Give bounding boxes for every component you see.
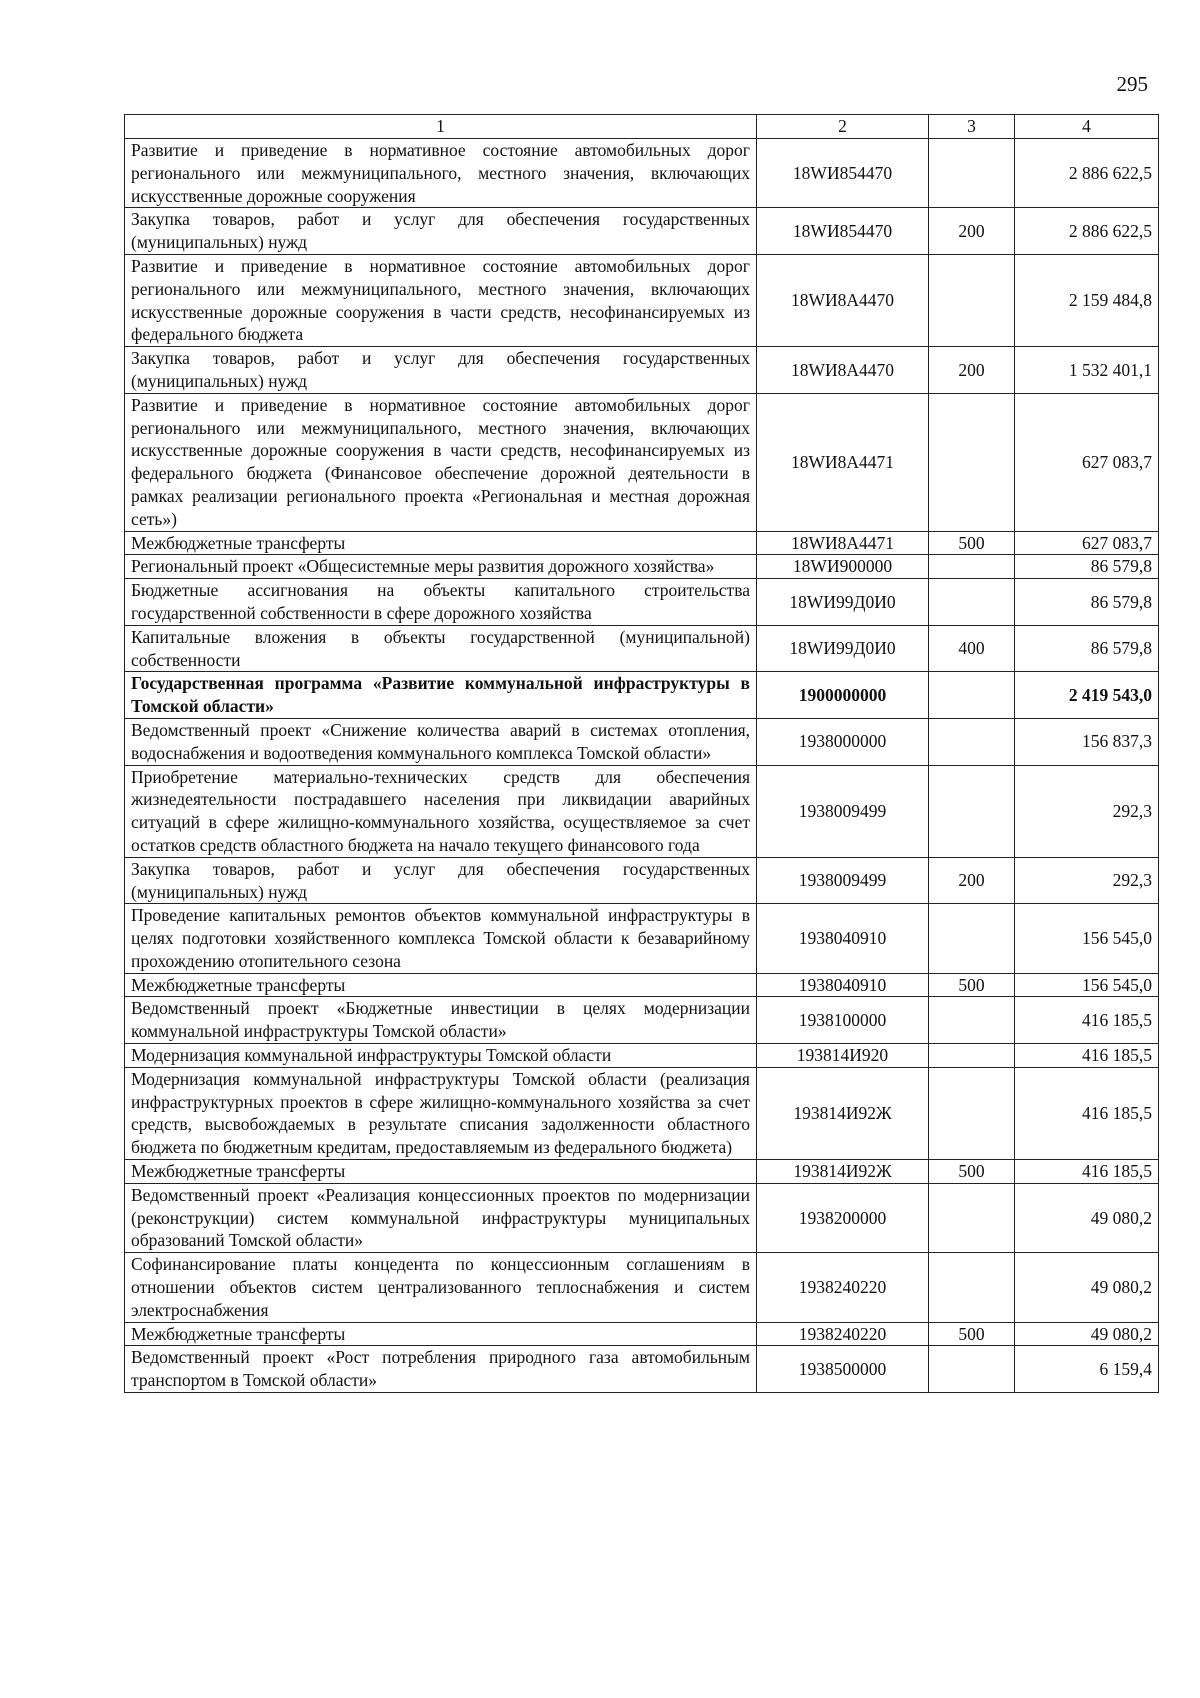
- row-name-cell: Развитие и приведение в нормативное состояние автомобильных дорог регионального или межмуниципального, местного значения, включающих искусственные дорожные сооружения: [125, 139, 757, 208]
- row-code-cell: 193814И920: [757, 1044, 929, 1068]
- row-code-cell: 1938040910: [757, 973, 929, 997]
- row-amount-cell: 86 579,8: [1015, 555, 1159, 579]
- row-amount-cell: 86 579,8: [1015, 579, 1159, 626]
- row-type-cell: [929, 1067, 1015, 1159]
- table-row: [125, 672, 1159, 719]
- row-code-cell: 18WИ8А4471: [757, 393, 929, 531]
- table-row: [125, 857, 1159, 904]
- row-name-cell: Приобретение материально-технических средств для обеспечения жизнедеятельности пострадавшего населения при ликвидации аварийных ситуаций в сфере жилищно-коммунального хозяйства, осуществляемое за счет остатков средств областного бюджета на начало текущего финансового года: [125, 765, 757, 857]
- row-code-cell: 1938240220: [757, 1322, 929, 1346]
- row-type-cell: [929, 1044, 1015, 1068]
- row-type-cell: [929, 765, 1015, 857]
- row-code-cell: 1938100000: [757, 997, 929, 1044]
- row-amount-cell: 86 579,8: [1015, 625, 1159, 672]
- row-amount-cell: 1 532 401,1: [1015, 347, 1159, 394]
- row-type-cell: 200: [929, 347, 1015, 394]
- row-amount-cell: 2 886 622,5: [1015, 208, 1159, 255]
- table-row: [125, 997, 1159, 1044]
- table-row: [125, 531, 1159, 555]
- row-code-cell: 18WИ854470: [757, 139, 929, 208]
- row-name-cell: Ведомственный проект «Снижение количества аварий в системах отопления, водоснабжения и водоотведения коммунального комплекса Томской области»: [125, 718, 757, 765]
- row-code-cell: 193814И92Ж: [757, 1160, 929, 1184]
- row-name-cell: Государственная программа «Развитие коммунальной инфраструктуры в Томской области»: [125, 672, 757, 719]
- row-type-cell: [929, 139, 1015, 208]
- header-col-1: 1: [125, 115, 757, 139]
- table-row: [125, 765, 1159, 857]
- row-type-cell: [929, 393, 1015, 531]
- table-row: [125, 139, 1159, 208]
- row-type-cell: [929, 718, 1015, 765]
- table-row: [125, 625, 1159, 672]
- row-name-cell: Модернизация коммунальной инфраструктуры Томской области: [125, 1044, 757, 1068]
- row-amount-cell: 49 080,2: [1015, 1253, 1159, 1322]
- row-type-cell: [929, 672, 1015, 719]
- row-name-cell: Межбюджетные трансферты: [125, 1160, 757, 1184]
- row-code-cell: 18WИ8А4471: [757, 531, 929, 555]
- table-row: [125, 254, 1159, 346]
- budget-table: [124, 114, 1159, 1393]
- row-amount-cell: 6 159,4: [1015, 1346, 1159, 1393]
- table-row: [125, 973, 1159, 997]
- row-name-cell: Закупка товаров, работ и услуг для обеспечения государственных (муниципальных) нужд: [125, 208, 757, 255]
- row-code-cell: 193814И92Ж: [757, 1067, 929, 1159]
- row-amount-cell: 49 080,2: [1015, 1183, 1159, 1252]
- row-name-cell: Региональный проект «Общесистемные меры развития дорожного хозяйства»: [125, 555, 757, 579]
- row-code-cell: 1938009499: [757, 765, 929, 857]
- row-code-cell: 18WИ854470: [757, 208, 929, 255]
- row-name-cell: Развитие и приведение в нормативное состояние автомобильных дорог регионального или межмуниципального, местного значения, включающих искусственные дорожные сооружения в части средств, несофинансируемых из федерального бюджета: [125, 254, 757, 346]
- row-code-cell: 1938500000: [757, 1346, 929, 1393]
- row-code-cell: 1938009499: [757, 857, 929, 904]
- row-type-cell: [929, 555, 1015, 579]
- table-row: [125, 904, 1159, 973]
- row-name-cell: Капитальные вложения в объекты государственной (муниципальной) собственности: [125, 625, 757, 672]
- row-amount-cell: 2 419 543,0: [1015, 672, 1159, 719]
- row-code-cell: 18WИ99Д0И0: [757, 625, 929, 672]
- row-name-cell: Ведомственный проект «Реализация концессионных проектов по модернизации (реконструкции) систем коммунальной инфраструктуры муниципальных образований Томской области»: [125, 1183, 757, 1252]
- table-row: [125, 1346, 1159, 1393]
- row-code-cell: 1938240220: [757, 1253, 929, 1322]
- row-code-cell: 1900000000: [757, 672, 929, 719]
- row-amount-cell: 627 083,7: [1015, 531, 1159, 555]
- row-type-cell: [929, 254, 1015, 346]
- row-amount-cell: 156 545,0: [1015, 973, 1159, 997]
- row-code-cell: 1938040910: [757, 904, 929, 973]
- table-row: [125, 393, 1159, 531]
- row-name-cell: Развитие и приведение в нормативное состояние автомобильных дорог регионального или межмуниципального, местного значения, включающих искусственные дорожные сооружения в части средств, несофинансируемых из федерального бюджета (Финансовое обеспечение дорожной деятельности в рамках реализации регионального проекта «Региональная и местная дорожная сеть»): [125, 393, 757, 531]
- table-row: [125, 1067, 1159, 1159]
- table-row: [125, 718, 1159, 765]
- table-row: [125, 579, 1159, 626]
- row-type-cell: [929, 1183, 1015, 1252]
- table-row: [125, 555, 1159, 579]
- row-name-cell: Закупка товаров, работ и услуг для обеспечения государственных (муниципальных) нужд: [125, 347, 757, 394]
- row-type-cell: [929, 997, 1015, 1044]
- table-row: [125, 1183, 1159, 1252]
- row-name-cell: Софинансирование платы концедента по концессионным соглашениям в отношении объектов систем централизованного теплоснабжения и систем электроснабжения: [125, 1253, 757, 1322]
- header-col-2: 2: [757, 115, 929, 139]
- row-amount-cell: 416 185,5: [1015, 1160, 1159, 1184]
- header-col-4: 4: [1015, 115, 1159, 139]
- table-row: [125, 347, 1159, 394]
- row-code-cell: 18WИ900000: [757, 555, 929, 579]
- row-amount-cell: 416 185,5: [1015, 997, 1159, 1044]
- row-type-cell: 200: [929, 208, 1015, 255]
- table-header-row: [125, 115, 1159, 139]
- table-row: [125, 1160, 1159, 1184]
- row-type-cell: [929, 1253, 1015, 1322]
- row-name-cell: Ведомственный проект «Рост потребления природного газа автомобильным транспортом в Томской области»: [125, 1346, 757, 1393]
- row-name-cell: Межбюджетные трансферты: [125, 973, 757, 997]
- row-code-cell: 1938200000: [757, 1183, 929, 1252]
- row-amount-cell: 627 083,7: [1015, 393, 1159, 531]
- row-code-cell: 1938000000: [757, 718, 929, 765]
- row-amount-cell: 416 185,5: [1015, 1044, 1159, 1068]
- table-row: [125, 1322, 1159, 1346]
- table-row: [125, 208, 1159, 255]
- row-amount-cell: 416 185,5: [1015, 1067, 1159, 1159]
- row-amount-cell: 2 159 484,8: [1015, 254, 1159, 346]
- header-col-3: 3: [929, 115, 1015, 139]
- row-type-cell: 500: [929, 1160, 1015, 1184]
- row-type-cell: 500: [929, 531, 1015, 555]
- row-code-cell: 18WИ99Д0И0: [757, 579, 929, 626]
- row-type-cell: [929, 1346, 1015, 1393]
- row-type-cell: 200: [929, 857, 1015, 904]
- row-name-cell: Ведомственный проект «Бюджетные инвестиции в целях модернизации коммунальной инфраструктуры Томской области»: [125, 997, 757, 1044]
- table-row: [125, 1253, 1159, 1322]
- row-code-cell: 18WИ8А4470: [757, 254, 929, 346]
- row-type-cell: [929, 904, 1015, 973]
- table-row: [125, 1044, 1159, 1068]
- row-type-cell: 500: [929, 973, 1015, 997]
- row-name-cell: Межбюджетные трансферты: [125, 1322, 757, 1346]
- row-name-cell: Бюджетные ассигнования на объекты капитального строительства государственной собственности в сфере дорожного хозяйства: [125, 579, 757, 626]
- row-name-cell: Модернизация коммунальной инфраструктуры Томской области (реализация инфраструктурных проектов в сфере жилищно-коммунального хозяйства за счет средств, высвобождаемых в результате списания задолженности областного бюджета по бюджетным кредитам, предоставляемым из федерального бюджета): [125, 1067, 757, 1159]
- row-type-cell: [929, 579, 1015, 626]
- row-amount-cell: 49 080,2: [1015, 1322, 1159, 1346]
- row-name-cell: Межбюджетные трансферты: [125, 531, 757, 555]
- row-amount-cell: 292,3: [1015, 765, 1159, 857]
- page-number: 295: [1116, 72, 1148, 96]
- row-amount-cell: 2 886 622,5: [1015, 139, 1159, 208]
- row-type-cell: 400: [929, 625, 1015, 672]
- row-amount-cell: 156 545,0: [1015, 904, 1159, 973]
- row-name-cell: Закупка товаров, работ и услуг для обеспечения государственных (муниципальных) нужд: [125, 857, 757, 904]
- row-name-cell: Проведение капитальных ремонтов объектов коммунальной инфраструктуры в целях подготовки хозяйственного комплекса Томской области к безаварийному прохождению отопительного сезона: [125, 904, 757, 973]
- row-code-cell: 18WИ8А4470: [757, 347, 929, 394]
- row-amount-cell: 156 837,3: [1015, 718, 1159, 765]
- row-type-cell: 500: [929, 1322, 1015, 1346]
- row-amount-cell: 292,3: [1015, 857, 1159, 904]
